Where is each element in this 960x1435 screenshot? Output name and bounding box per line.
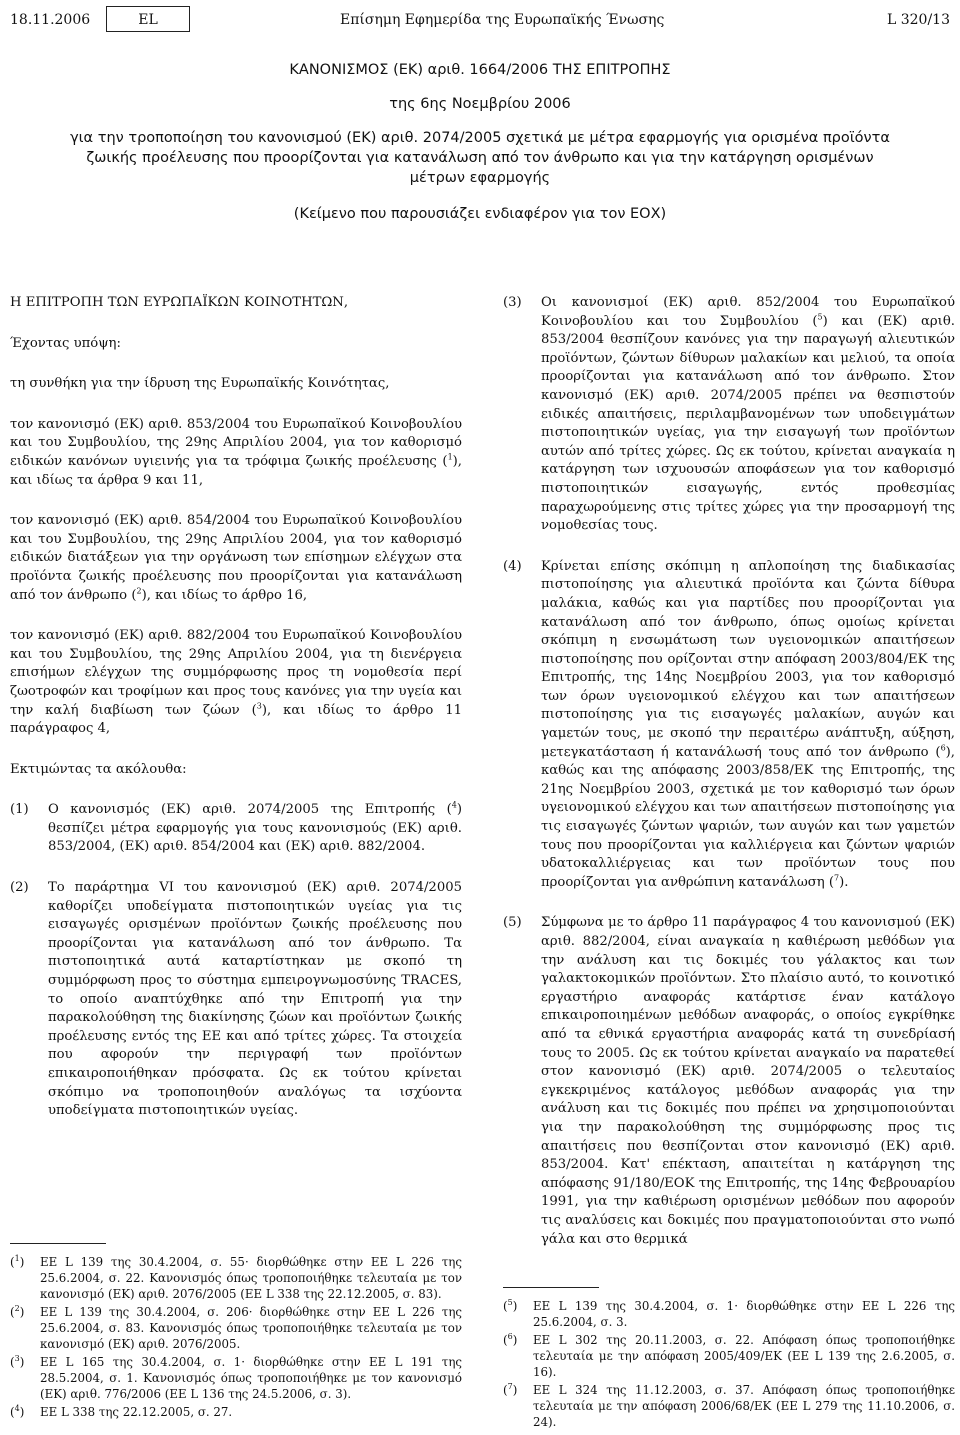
footnote: ($^4$) ΕΕ L 338 της 22.12.2005, σ. 27. [10,1404,233,1419]
recital-1: (1) Ο κανονισμός (ΕΚ) αριθ. 2074/2005 της Επιτροπής ($^4$) θεσπίζει μέτρα εφαρμογής για τους κανονισμούς (ΕΚ) αριθ. 853/2004, (ΕΚ) αριθ. 854/2004 και (ΕΚ) αριθ. 882/2004. [10,800,462,855]
journal-title: Επίσημη Εφημερίδα της Ευρωπαϊκής Ένωσης [340,12,665,28]
citation-reg-882: τον κανονισμό (ΕΚ) αριθ. 882/2004 του Ευρωπαϊκού Κοινοβουλίου και του Συμβουλίου, της 29ης Απριλίου 2004, για τη διενέργεια επισήμων ελέγχων της συμμόρφωσης προς τη νομοθεσία περί ζωοτροφών και τροφίμων και προς τους κανόνες για την υγεία και την καλή διαβίωση των ζώων ($^3$), και ιδίως το άρθρο 11 παράγραφος 4, [10,628,462,737]
footnote: ($^2$) ΕΕ L 139 της 30.4.2004, σ. 206· διορθώθηκε στην ΕΕ L 226 της 25.6.2004, σ. 83. Κανονισμός όπως τροποποιήθηκε τελευταία με τον κανονισμό (ΕΚ) αριθ. 2076/2005. [10,1304,462,1351]
running-header [10,6,950,32]
regulation-number: ΚΑΝΟΝΙΣΜΟΣ (ΕΚ) αριθ. 1664/2006 ΤΗΣ ΕΠΙΤΡΟΠΗΣ [289,62,671,78]
footnote-ref[interactable]: 1 [447,452,453,462]
regulation-title-block [60,60,900,224]
footnote-ref[interactable]: 4 [451,800,457,810]
eea-relevance-note: (Κείμενο που παρουσιάζει ενδιαφέρον για τον ΕΟΧ) [293,206,667,222]
footnote: ($^3$) ΕΕ L 165 της 30.4.2004, σ. 1· διορθώθηκε στην ΕΕ L 191 της 28.5.2004, σ. 1. Κανονισμός όπως τροποποιήθηκε με τον κανονισμό (ΕΚ) αριθ. 776/2006 (ΕΕ L 136 της 24.5.2006, σ. 3). [10,1354,462,1401]
recital-4: (4) Κρίνεται επίσης σκόπιμη η απλοποίηση της διαδικασίας πιστοποίησης για αλιευτικά προϊόντα και ζώντα δίθυρα μαλάκια, καθώς και για παρτίδες που προορίζονται για κατανάλωση από τον άνθρωπο, όπως ομοίως κρίνεται σκόπιμη η ενσωμάτωση των υγειονομικών απαιτήσεων πιστοποίησης που ορίζονται στην απόφαση 2003/804/ΕΚ της Επιτροπής, της 14ης Νοεμβρίου 2003, για τον καθορισμό των όρων υγειονομικού ελέγχου και των απαιτήσεων πιστοποίησης για τις εισαγωγές μαλακίων, αυγών και γαμετών τους, με σκοπό την περαιτέρω ανάπτυξη, αύξηση, μετεγκατάσταση ή κατανάλωσή τους από τον άνθρωπο ($^6$), καθώς και της απόφασης 2003/858/ΕΚ της Επιτροπής, της 21ης Νοεμβρίου 2003, σχετικά με τον καθορισμό των όρων υγειονομικού ελέγχου και των απαιτήσεων πιστοποίησης για τις εισαγωγές ζώντων ψαριών, των αυγών και των γαμετών τους που προορίζονται για καλλιέργεια και ζώντων ψαριών υδατοκαλλιέργειας και των προϊόντων τους που προορίζονται για ανθρώπινη κατανάλωση ($^7$). [503,558,955,890]
footnote: ($^1$) ΕΕ L 139 της 30.4.2004, σ. 55· διορθώθηκε στην ΕΕ L 226 της 25.6.2004, σ. 22. Κανονισμός όπως τροποποιήθηκε τελευταία με τον κανονισμό (ΕΚ) αριθ. 2076/2005 (ΕΕ L 338 της 22.12.2005, σ. 83). [10,1254,462,1301]
footnote-ref[interactable]: 7 [833,873,840,883]
footnote: ($^7$) ΕΕ L 324 της 11.12.2003, σ. 37. Απόφαση όπως τροποποιήθηκε τελευταία με την απόφαση 2006/68/ΕΚ (ΕΕ L 279 της 11.10.2006, σ. 24). [503,1382,955,1429]
publication-date: 18.11.2006 [10,12,91,28]
recital-5: (5) Σύμφωνα με το άρθρο 11 παράγραφος 4 του κανονισμού (ΕΚ) αριθ. 882/2004, είναι αναγκαία η καθιέρωση μεθόδων για την ανάλυση και τις δοκιμές του γάλακτος και των γαλακτοκομικών προϊόντων. Στο πλαίσιο αυτό, το κοινοτικό εργαστήριο αναφοράς κατάρτισε έναν κατάλογο επικαιροποιημένων μεθόδων αναφοράς, ο οποίος εγκρίθηκε από τα εθνικά εργαστήρια αναφοράς κατά τη συνεδρίασή τους το 2005. Ως εκ τούτου κρίνεται αναγκαίο να παρατεθεί στον κανονισμό (ΕΚ) αριθ. 2074/2005 ο τελευταίος εγκεκριμένος κατάλογος μεθόδων αναφοράς για την ανάλυση και τις δοκιμές που πρέπει να χρησιμοποιούνται για την παρακολούθηση της συμμόρφωσης προς τις απαιτήσεις που θεσπίζονται στον κανονισμό (ΕΚ) αριθ. 853/2004. Κατ' επέκταση, απαιτείται η κατάργηση της απόφασης 91/180/ΕΟΚ της Επιτροπής, της 14ης Φεβρουαρίου 1991, για την καθιέρωση ορισμένων μεθόδων που αφορούν τις αναλύσεις και δοκιμές που πραγματοποιούνται στο νωπό γάλα και στο θερμικά [503,915,955,1247]
footnote: ($^6$) ΕΕ L 302 της 20.11.2003, σ. 22. Απόφαση όπως τροποποιήθηκε τελευταία με την απόφαση 2005/409/ΕΚ (ΕΕ L 139 της 2.6.2005, σ. 16). [503,1332,955,1379]
footnotes-left [10,1243,462,1422]
recital-number: (3) [503,295,522,310]
left-column [10,294,462,1143]
footnote-ref[interactable]: 2 [136,586,142,596]
footnotes-right [503,1287,955,1432]
citation-reg-854: τον κανονισμό (ΕΚ) αριθ. 854/2004 του Ευρωπαϊκού Κοινοβουλίου και του Συμβουλίου, της 29ης Απριλίου 2004, για τον καθορισμό ειδικών διατάξεων για την οργάνωση των επίσημων ελέγχων στα προϊόντα ζωικής προέλευσης που προορίζονται για κατανάλωση από τον άνθρωπο ($^2$), και ιδίως το άρθρο 16, [10,513,462,603]
regulation-subject: για την τροποποίηση του κανονισμού (ΕΚ) αριθ. 2074/2005 σχετικά με μέτρα εφαρμογής για ορισμένα προϊόντα ζωικής προέλευσης που προορίζονται για κατανάλωση από τον άνθρωπο και για την κατάργηση ορισμένων μέτρων εφαρμογής [70,130,890,186]
recital-number: (1) [10,802,29,818]
right-column [503,294,955,1271]
whereas-heading: Εκτιμώντας τα ακόλουθα: [10,761,187,777]
footnote-divider [503,1287,599,1288]
footnote-divider [10,1243,106,1244]
language-code-box: EL [106,6,190,32]
regulation-date: της 6ης Νοεμβρίου 2006 [389,96,571,112]
recital-2: (2) Το παράρτημα VI του κανονισμού (ΕΚ) αριθ. 2074/2005 καθορίζει υποδείγματα πιστοποιητικών υγείας για τις εισαγωγές ορισμένων προϊόντων ζωικής προέλευσης που προορίζονται για κατανάλωση από τον άνθρωπο. Τα πιστοποιητικά αυτά καταρτίστηκαν με σκοπό τη συμμόρφωση προς το σύστημα εμπειρογνωμοσύνης TRACES, το οποίο αναπτύχθηκε από την Επιτροπή για την παρακολούθηση της διακίνησης ζώων και προϊόντων ζωικής προέλευσης εντός της ΕΕ και από τρίτες χώρες. Τα στοιχεία που αφορούν την περιγραφή των προϊόντων επικαιροποιήθηκαν πρόσφατα. Ως εκ τούτου κρίνεται σκόπιμο να τροποποιηθούν αναλόγως τα ισχύοντα υποδείγματα πιστοποιητικών υγείας. [10,880,462,1119]
issuing-body: Η ΕΠΙΤΡΟΠΗ ΤΩΝ ΕΥΡΩΠΑΪΚΩΝ ΚΟΙΝΟΤΗΤΩΝ, [10,295,349,310]
citation-treaty: τη συνθήκη για την ίδρυση της Ευρωπαϊκής Κοινότητας, [10,376,390,392]
recital-3: (3) Οι κανονισμοί (ΕΚ) αριθ. 852/2004 του Ευρωπαϊκού Κοινοβουλίου και του Συμβουλίου ($^5$) και (ΕΚ) αριθ. 853/2004 θεσπίζουν κανόνες για την παραγωγή αλιευτικών προϊόντων, ζώντων δίθυρων μαλακίων και μελιού, τα οποία προορίζονται για κατανάλωση από τον άνθρωπο. Στον κανονισμό (ΕΚ) αριθ. 2074/2005 πρέπει να θεσπιστούν ειδικές απαιτήσεις, περιλαμβανομένων των υποδειγμάτων πιστοποιητικών υγείας, για την εισαγωγή των προϊόντων αυτών από τρίτες χώρες. Ως εκ τούτου, κρίνεται αναγκαία η κατάργηση των ισχυουσών αποφάσεων για τον καθορισμό πιστοποιητικών εισαγωγής, εντός προθεσμίας παραχωρούμενης στις τρίτες χώρες για την προσαρμογή της νομοθεσίας τους. [503,295,955,534]
page-reference: L 320/13 [887,12,950,28]
footnote: ($^5$) ΕΕ L 139 της 30.4.2004, σ. 1· διορθώθηκε στην ΕΕ L 226 της 25.6.2004, σ. 3. [503,1298,955,1329]
footnote-ref[interactable]: 3 [256,701,262,711]
recital-number: (2) [10,880,29,896]
footnote-ref[interactable]: 6 [940,743,946,753]
having-regard-heading: Έχοντας υπόψη: [10,335,121,351]
recital-number: (5) [503,915,522,931]
citation-reg-853: τον κανονισμό (ΕΚ) αριθ. 853/2004 του Ευρωπαϊκού Κοινοβουλίου και του Συμβουλίου, της 29ης Απριλίου 2004, για τον καθορισμό ειδικών κανόνων υγιεινής για τα τρόφιμα ζωικής προέλευσης ($^1$), και ιδίως τα άρθρα 9 και 11, [10,416,462,488]
footnote-ref[interactable]: 5 [817,312,823,322]
recital-number: (4) [503,558,522,574]
